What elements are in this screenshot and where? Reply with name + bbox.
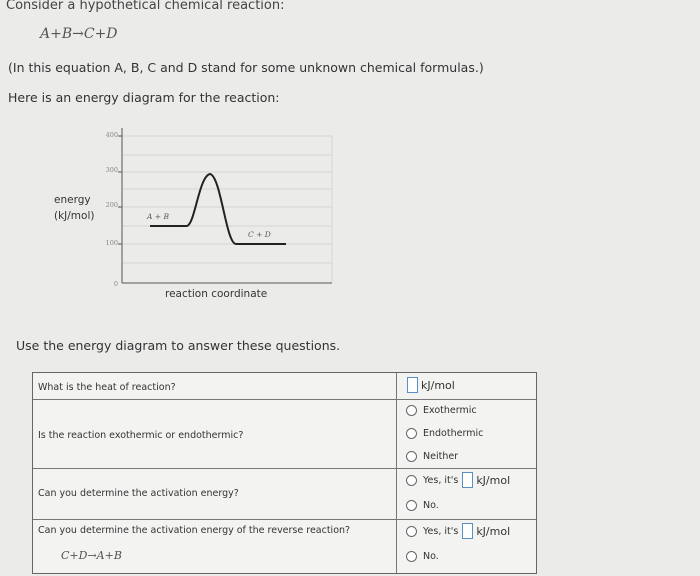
radio-reverse-no[interactable] [406,551,417,562]
diagram-intro: Here is an energy diagram for the reaction: [8,90,280,105]
question-table [32,372,537,574]
y-tick-300: 300 [105,166,118,174]
yes-label: Yes, it's [423,474,459,486]
reactants-label: A + B [147,212,169,221]
unit-label: kJ/mol [476,524,511,538]
radio-endothermic[interactable] [406,428,417,439]
y-axis-label-unit: (kJ/mol) [54,210,95,222]
radio-activation-no[interactable] [406,500,417,511]
radio-exothermic[interactable] [406,405,417,416]
equation-note: (In this equation A, B, C and D stand for some unknown chemical formulas.) [8,60,484,75]
y-axis-ticks [118,136,122,244]
reverse-reaction-equation: C+D→A+B [61,549,122,562]
option-activation-yes[interactable] [406,472,510,488]
table-column-divider [396,373,397,573]
reverse-activation-input[interactable] [462,523,473,539]
question-exo-endo: Is the reaction exothermic or endothermic? [38,430,244,441]
answer-heat-of-reaction [407,377,455,393]
option-reverse-no[interactable] [406,551,439,562]
question-heat-of-reaction: What is the heat of reaction? [38,382,176,393]
x-axis-label: reaction coordinate [165,288,268,300]
option-neither[interactable] [406,451,458,462]
yes-label: Yes, it's [423,525,459,537]
table-row-divider [33,519,536,520]
no-label: No. [423,551,439,562]
table-row-divider [33,468,536,469]
radio-neither[interactable] [406,451,417,462]
gridlines [122,136,332,282]
option-endothermic[interactable] [406,428,483,439]
activation-energy-input[interactable] [462,472,473,488]
products-label: C + D [248,230,271,239]
y-tick-200: 200 [105,201,118,209]
radio-activation-yes[interactable] [406,475,417,486]
y-tick-0: 0 [113,280,118,288]
problem-title: Consider a hypothetical chemical reaction: [6,0,285,13]
y-axis-label-energy: energy [54,194,91,206]
option-label: Neither [423,451,459,462]
table-row-divider [33,399,536,400]
no-label: No. [423,500,439,511]
instruction-text: Use the energy diagram to answer these questions. [16,338,341,353]
question-reverse-activation: Can you determine the activation energy of the reverse reaction? [38,525,351,536]
question-activation-energy: Can you determine the activation energy? [38,488,239,499]
radio-reverse-yes[interactable] [406,526,417,537]
unit-label: kJ/mol [476,473,511,487]
option-exothermic[interactable] [406,405,477,416]
option-activation-no[interactable] [406,500,439,511]
y-tick-100: 100 [105,239,118,247]
reaction-equation: A+B→C+D [40,26,118,42]
option-label: Exothermic [423,405,477,416]
heat-of-reaction-input[interactable] [407,377,418,393]
unit-label: kJ/mol [421,378,455,392]
y-tick-400: 400 [105,131,118,139]
option-reverse-yes[interactable] [406,523,510,539]
option-label: Endothermic [423,428,484,439]
